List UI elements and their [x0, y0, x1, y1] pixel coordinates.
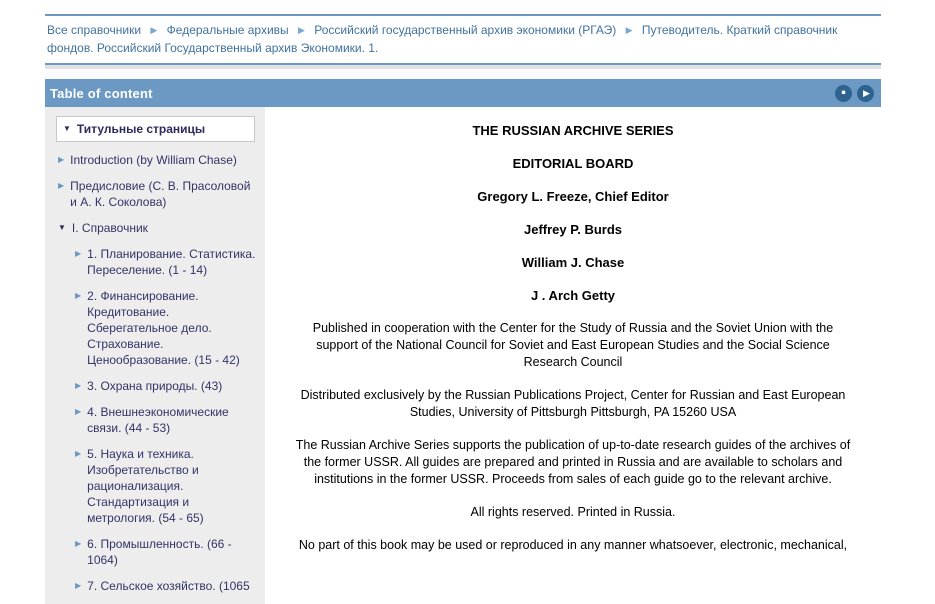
toc-tree-item[interactable] [58, 220, 257, 236]
toc-item-label: 3. Охрана природы. (43) [87, 379, 223, 393]
toc-tree-item[interactable] [75, 536, 257, 568]
breadcrumb [45, 14, 881, 65]
toc-item-label: 5. Наука и техника. Изобретательство и рационализация. Стандартизация и метрология. (54 - 65) [87, 447, 204, 525]
breadcrumb-separator-icon: ▶ [150, 25, 158, 35]
content-paragraph [273, 387, 873, 421]
panel-buttons [835, 85, 874, 102]
paragraph-line: Studies, University of Pittsburgh Pittsburgh, PA 15260 USA [409, 405, 737, 419]
toc-sidebar [45, 107, 265, 604]
triangle-right-icon[interactable]: ▶ [75, 381, 82, 390]
triangle-down-icon[interactable]: ▼ [58, 223, 66, 232]
toc-item-label: 2. Финансирование. Кредитование. Сберегательное дело. Страхование. Ценообразование. (15 - 42) [87, 289, 240, 367]
paragraph-line: Published in cooperation with the Center for the Study of Russia and the Soviet Union with the [312, 321, 834, 335]
toc-item-label: 7. Сельское хозяйство. (1065 [87, 579, 250, 593]
breadcrumb-link[interactable]: Российский государственный архив экономики (РГАЭ) [314, 23, 617, 37]
paragraph-line: Research Council [523, 355, 623, 369]
triangle-right-icon[interactable]: ▶ [75, 407, 82, 416]
content-columns [45, 107, 881, 604]
spacer [45, 69, 881, 79]
triangle-right-icon[interactable]: ▶ [58, 181, 65, 190]
content-area [265, 107, 881, 604]
toc-item-label: Introduction (by William Chase) [70, 153, 237, 167]
play-arrow-icon: ▶ [863, 87, 870, 98]
toc-tree-item[interactable] [75, 288, 257, 368]
breadcrumb-separator-icon: ▶ [625, 25, 633, 35]
toc-item-label: 1. Планирование. Статистика. Переселение. (1 - 14) [87, 247, 256, 277]
toc-tree-item[interactable] [75, 404, 257, 436]
toc-tree-item[interactable] [58, 152, 257, 168]
triangle-right-icon[interactable]: ▶ [58, 155, 65, 164]
triangle-right-icon[interactable]: ▶ [75, 581, 82, 590]
paragraph-line: institutions in the former USSR. Proceeds from sales of each guide go to the relevant archive. [314, 472, 832, 486]
breadcrumb-link[interactable]: Путеводитель. Краткий справочник фондов. Российский Государственный архив Экономики. 1. [47, 23, 838, 55]
content-heading: Gregory L. Freeze, Chief Editor [477, 189, 669, 204]
triangle-right-icon[interactable]: ▶ [75, 291, 82, 300]
breadcrumb-link[interactable]: Федеральные архивы [166, 23, 289, 37]
paragraph-line: Distributed exclusively by the Russian Publications Project, Center for Russian and East European [300, 388, 846, 402]
toc-item-label: 6. Промышленность. (66 - 1064) [87, 537, 232, 567]
triangle-right-icon[interactable]: ▶ [75, 249, 82, 258]
content-heading: THE RUSSIAN ARCHIVE SERIES [472, 123, 674, 138]
content-heading: J . Arch Getty [530, 288, 616, 303]
breadcrumb-link[interactable]: Все справочники [47, 23, 142, 37]
toc-expand-button[interactable] [857, 85, 874, 102]
stop-square-icon: ■ [841, 89, 846, 96]
triangle-down-icon[interactable]: ▼ [63, 124, 71, 133]
panel-title: Table of content [50, 85, 153, 101]
toc-item-label: Титульные страницы [76, 122, 206, 136]
toc-item-label: 4. Внешнеэкономические связи. (44 - 53) [87, 405, 229, 435]
toc-tree-item[interactable] [75, 578, 257, 594]
toc-collapse-button[interactable] [835, 85, 852, 102]
toc-tree-item[interactable] [75, 446, 257, 526]
triangle-right-icon[interactable]: ▶ [75, 449, 82, 458]
page-container [45, 14, 881, 604]
content-paragraph [273, 320, 873, 371]
toc-item-label: Предисловие (С. В. Прасоловой и А. К. Соколова) [70, 179, 251, 209]
panel-header [45, 79, 881, 107]
paragraph-line: support of the National Council for Soviet and East European Studies and the Social Science [316, 338, 830, 352]
content-heading: EDITORIAL BOARD [512, 156, 634, 171]
content-heading: William J. Chase [521, 255, 625, 270]
toc-tree-item[interactable] [56, 116, 255, 142]
toc-item-label: I. Справочник [71, 221, 148, 235]
content-paragraph [273, 437, 873, 488]
content-paragraph [273, 537, 873, 554]
breadcrumb-separator-icon: ▶ [298, 25, 305, 35]
content-paragraph [273, 504, 873, 521]
paragraph-line: No part of this book may be used or reproduced in any manner whatsoever, electronic, mechanical, [298, 538, 848, 552]
triangle-right-icon[interactable]: ▶ [75, 539, 82, 548]
paragraph-line: All rights reserved. Printed in Russia. [470, 505, 676, 519]
toc-tree-item[interactable] [75, 246, 257, 278]
toc-tree-item[interactable] [58, 178, 257, 210]
paragraph-line: the former USSR. All guides are prepared and printed in Russia and are available to scholars and [303, 455, 843, 469]
paragraph-line: The Russian Archive Series supports the publication of up-to-date research guides of the archives of [295, 438, 851, 452]
toc-tree-item[interactable] [75, 378, 257, 394]
content-heading: Jeffrey P. Burds [523, 222, 623, 237]
